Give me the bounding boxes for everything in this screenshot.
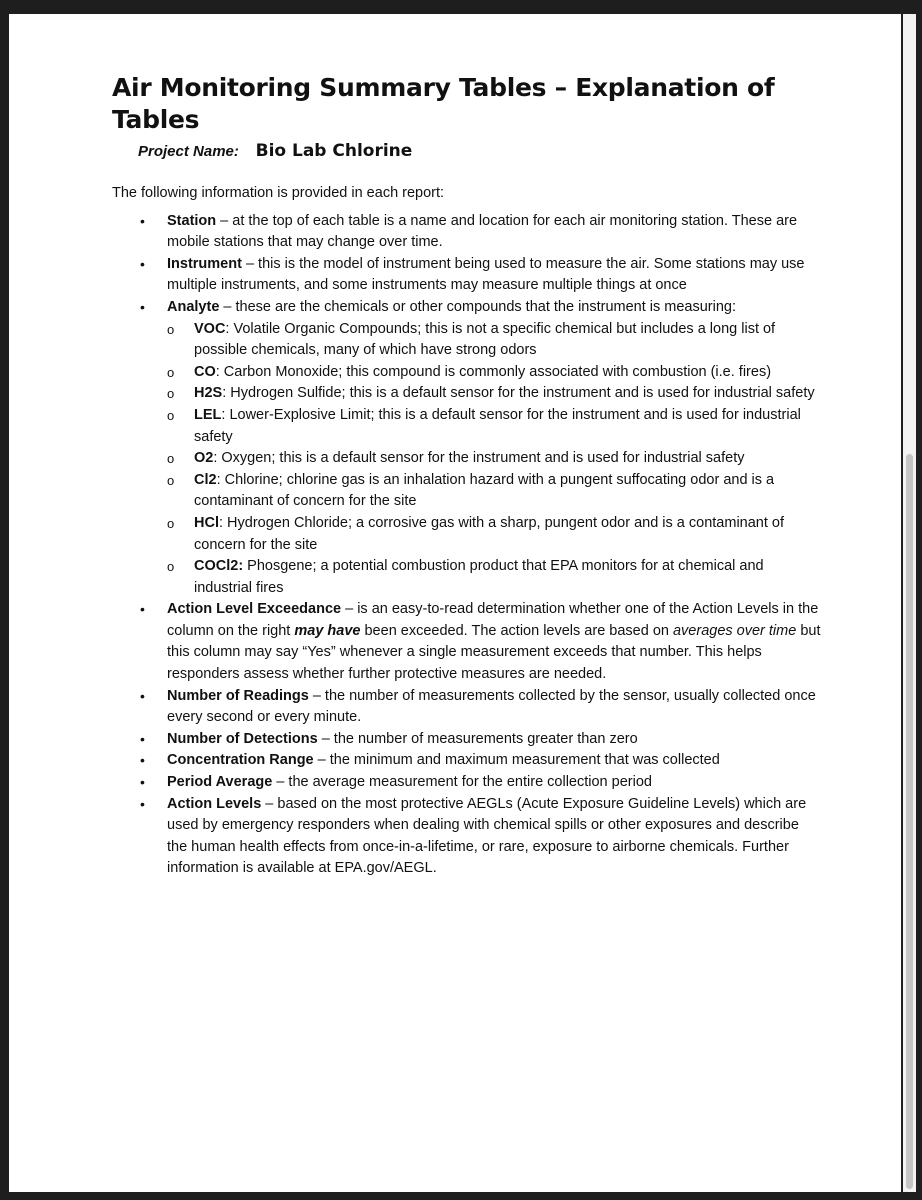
- item-text: – the number of measurements greater than zero: [317, 730, 638, 747]
- bullet-icon: •: [140, 255, 145, 272]
- sublist-item-lel: [167, 405, 822, 448]
- page-content: [112, 72, 822, 880]
- item-term: Instrument: [167, 255, 242, 272]
- sublist-item-h2s: [167, 383, 822, 405]
- item-text-part-2: been exceeded. The action levels are based on: [360, 622, 673, 639]
- sublist-item-hcl: [167, 513, 822, 556]
- document-page: [9, 14, 901, 1192]
- bullet-icon: •: [140, 730, 145, 747]
- project-line: [138, 140, 822, 163]
- subitem-term: HCl: [194, 514, 219, 531]
- page-title: Air Monitoring Summary Tables – Explanation of Tables: [112, 73, 775, 134]
- subitem-text: : Volatile Organic Compounds; this is not a specific chemical but includes a long list of possible chemicals, many of which have strong odors: [194, 320, 776, 359]
- subitem-text: : Hydrogen Chloride; a corrosive gas with a sharp, pungent odor and is a contaminant of concern for the site: [194, 514, 785, 553]
- bullet-icon: •: [140, 752, 145, 769]
- bullet-icon: •: [140, 212, 145, 229]
- item-term: Action Level Exceedance: [167, 601, 342, 618]
- subitem-text: Phosgene; a potential combustion product that EPA monitors for at chemical and industrial fires: [194, 558, 764, 596]
- explanation-list: [112, 211, 822, 880]
- bullet-icon: •: [140, 795, 145, 812]
- item-text: – based on the most protective AEGLs (Acute Exposure Guideline Levels) which are used by emergency responders when dealing with chemical spills or other exposures and describe the human health effects from once-in-a-lifetime, or rare, exposure to airborne chemicals. Further information is available at EPA.gov/AEGL.: [167, 795, 807, 877]
- item-term: Number of Readings: [167, 687, 309, 704]
- item-text: – this is the model of instrument being used to measure the air. Some stations may use multiple instruments, and some instruments may measure multiple things at once: [167, 255, 805, 294]
- item-text: – these are the chemicals or other compounds that the instrument is measuring:: [219, 298, 737, 315]
- circle-bullet-icon: o: [167, 407, 175, 423]
- item-term: Station: [167, 212, 217, 229]
- list-item-action-levels: [112, 794, 822, 880]
- sublist-item-cl2: [167, 470, 822, 513]
- bullet-icon: •: [140, 774, 145, 791]
- list-item-number-of-readings: [112, 686, 822, 729]
- list-item-station: [112, 211, 822, 254]
- circle-bullet-icon: o: [167, 321, 175, 337]
- item-italic: averages over time: [672, 622, 797, 639]
- circle-bullet-icon: o: [167, 386, 175, 402]
- scrollbar-thumb[interactable]: [906, 454, 913, 1189]
- subitem-text: : Chlorine; chlorine gas is an inhalation hazard with a pungent suffocating odor and is a contaminant of concern for the site: [194, 471, 775, 510]
- subitem-term: CO: [194, 363, 216, 380]
- bullet-icon: •: [140, 687, 145, 704]
- subitem-term: COCl2:: [194, 558, 244, 575]
- list-item-analyte: [112, 297, 822, 599]
- item-text: – at the top of each table is a name and location for each air monitoring station. These are mobile stations that may change over time.: [167, 212, 798, 251]
- project-name-value: Bio Lab Chlorine: [255, 141, 413, 161]
- subitem-term: VOC: [194, 320, 226, 337]
- sublist-item-voc: [167, 319, 822, 362]
- circle-bullet-icon: o: [167, 364, 175, 380]
- sublist-item-co: [167, 362, 822, 384]
- list-item-number-of-detections: [112, 729, 822, 751]
- bullet-icon: •: [140, 298, 145, 315]
- subitem-text: : Lower-Explosive Limit; this is a default sensor for the instrument and is used for industrial safety: [194, 406, 801, 445]
- subitem-term: O2: [194, 450, 214, 467]
- bullet-icon: •: [140, 601, 145, 618]
- subitem-text: : Carbon Monoxide; this compound is commonly associated with combustion (i.e. fires): [215, 363, 772, 380]
- item-text: – the average measurement for the entire collection period: [272, 774, 652, 791]
- subitem-text: : Hydrogen Sulfide; this is a default sensor for the instrument and is used for industrial safety: [222, 385, 815, 402]
- item-term: Analyte: [167, 298, 220, 315]
- sublist-item-o2: [167, 448, 822, 470]
- item-emphasis: may have: [294, 622, 361, 639]
- subitem-text: : Oxygen; this is a default sensor for the instrument and is used for industrial safety: [213, 450, 745, 467]
- circle-bullet-icon: o: [167, 451, 175, 467]
- list-item-instrument: [112, 254, 822, 297]
- list-item-action-level-exceedance: [112, 599, 822, 685]
- item-term: Period Average: [167, 774, 273, 791]
- list-item-period-average: [112, 772, 822, 794]
- subitem-term: LEL: [194, 406, 222, 423]
- subitem-term: Cl2: [194, 471, 217, 488]
- circle-bullet-icon: o: [167, 559, 175, 575]
- item-text-part-1: – is an easy-to-read determination whether one of the Action Levels in the column on the right: [167, 601, 819, 639]
- analyte-sublist: [167, 319, 822, 600]
- item-text-part-3: but this column may say “Yes” whenever a single measurement exceeds that number. This helps responders assess whether further protective measures are needed.: [167, 622, 821, 683]
- item-term: Concentration Range: [167, 752, 314, 769]
- subitem-term: H2S: [194, 385, 223, 402]
- circle-bullet-icon: o: [167, 515, 175, 531]
- item-term: Number of Detections: [167, 730, 318, 747]
- sublist-item-cocl2: [167, 556, 822, 599]
- item-text: – the minimum and maximum measurement that was collected: [313, 752, 720, 769]
- list-item-concentration-range: [112, 750, 822, 772]
- intro-text: The following information is provided in each report:: [112, 185, 445, 201]
- circle-bullet-icon: o: [167, 472, 175, 488]
- item-term: Action Levels: [167, 795, 262, 812]
- vertical-scrollbar[interactable]: [903, 14, 916, 1192]
- item-text: – the number of measurements collected by the sensor, usually collected once every second or every minute.: [167, 687, 816, 726]
- project-name-label: Project Name:: [138, 143, 239, 160]
